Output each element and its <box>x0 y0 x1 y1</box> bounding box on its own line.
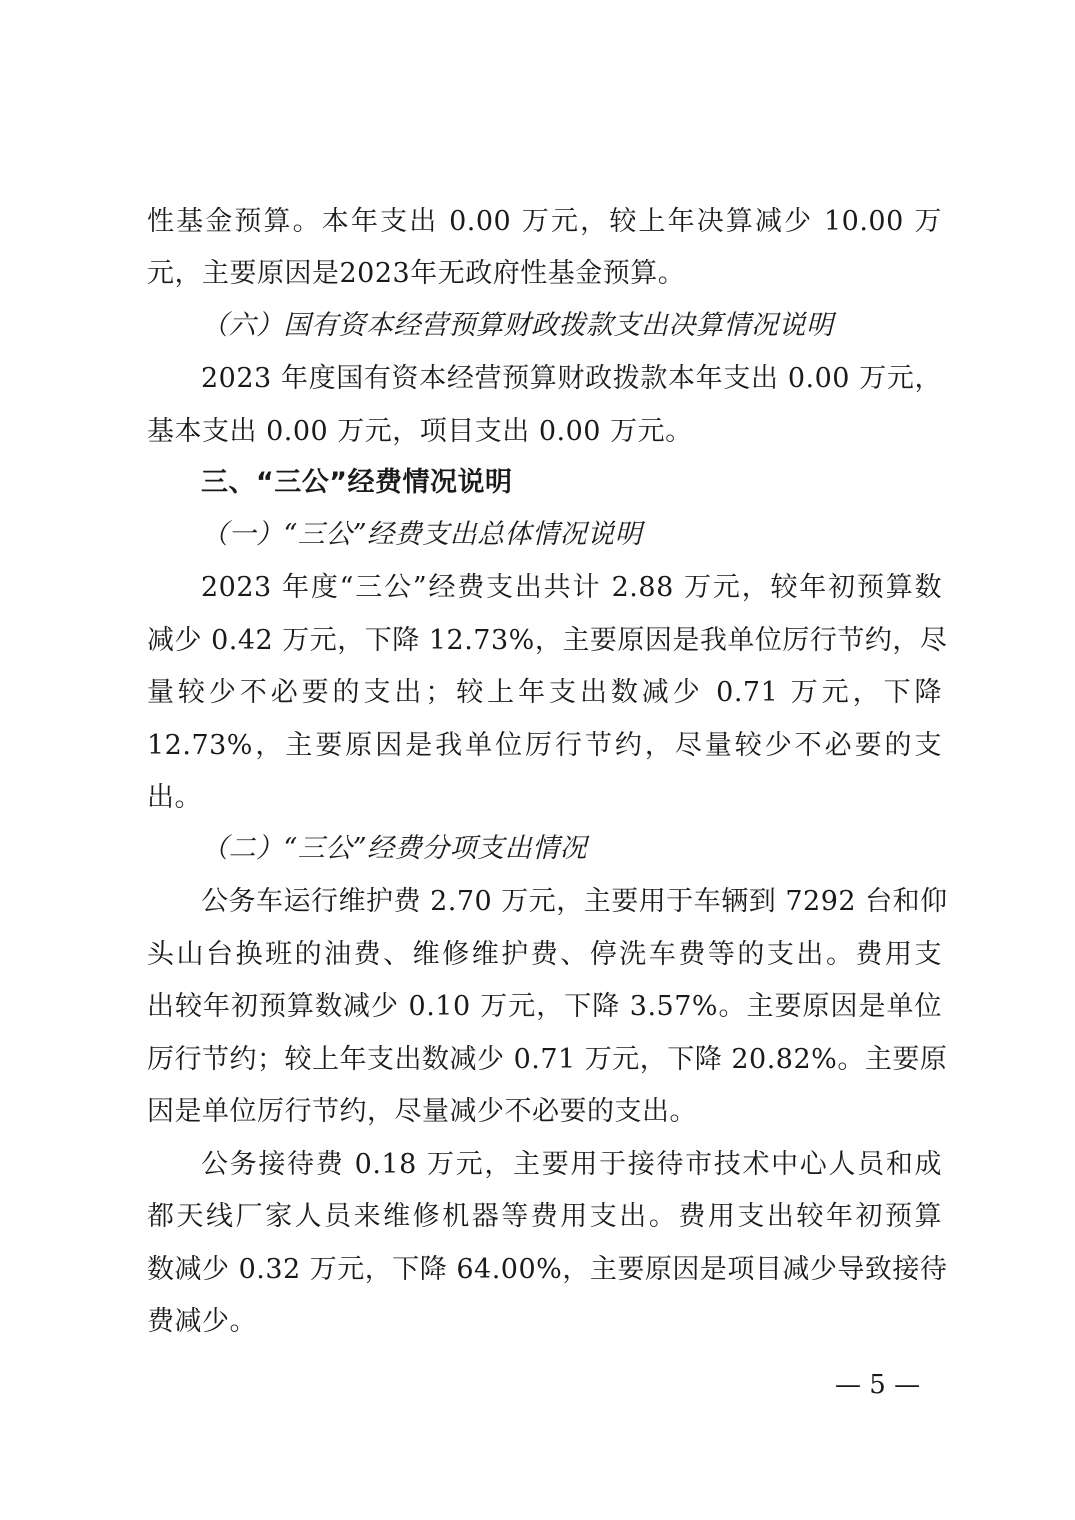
document-page <box>147 0 948 1520</box>
paragraph-line: 因是单位厉行节约，尽量减少不必要的支出。 <box>147 1096 697 1127</box>
paragraph-line: 费减少。 <box>147 1306 257 1337</box>
paragraph-line: 基本支出 0.00 万元，项目支出 0.00 万元。 <box>147 416 693 447</box>
paragraph-line: 都天线厂家人员来维修机器等费用支出。费用支出较年初预算 <box>147 1201 942 1232</box>
paragraph-line: 公务接待费 0.18 万元，主要用于接待市技术中心人员和成 <box>201 1149 942 1180</box>
paragraph-line: 头山台换班的油费、维修维护费、停洗车费等的支出。费用支 <box>147 939 942 970</box>
subsection-heading-two: （二）“三公”经费分项支出情况 <box>201 833 588 864</box>
paragraph-line: 12.73%，主要原因是我单位厉行节约，尽量较少不必要的支 <box>147 730 942 761</box>
paragraph-line: 减少 0.42 万元，下降 12.73%，主要原因是我单位厉行节约，尽 <box>147 625 948 656</box>
paragraph-line: 量较少不必要的支出；较上年支出数减少 0.71 万元，下降 <box>147 677 942 708</box>
paragraph-line: 元，主要原因是2023年无政府性基金预算。 <box>147 258 686 289</box>
paragraph-line: 厉行节约；较上年支出数减少 0.71 万元，下降 20.82%。主要原 <box>147 1044 948 1075</box>
paragraph-line: 公务车运行维护费 2.70 万元，主要用于车辆到 7292 台和仰 <box>201 886 948 917</box>
paragraph-line: 2023 年度国有资本经营预算财政拨款本年支出 0.00 万元， <box>201 363 942 394</box>
paragraph-line: 出。 <box>147 782 202 813</box>
section-heading-three: 三、“三公”经费情况说明 <box>201 467 513 498</box>
paragraph-line: 数减少 0.32 万元，下降 64.00%，主要原因是项目减少导致接待 <box>147 1254 948 1285</box>
section-heading-six: （六）国有资本经营预算财政拨款支出决算情况说明 <box>201 310 834 341</box>
paragraph-line: 出较年初预算数减少 0.10 万元，下降 3.57%。主要原因是单位 <box>147 991 942 1022</box>
paragraph-line: 性基金预算。本年支出 0.00 万元，较上年决算减少 10.00 万 <box>147 206 942 237</box>
paragraph-line: 2023 年度“三公”经费支出共计 2.88 万元，较年初预算数 <box>201 572 942 603</box>
subsection-heading-one: （一）“三公”经费支出总体情况说明 <box>201 519 643 550</box>
page-number: — 5 — <box>835 1370 921 1400</box>
